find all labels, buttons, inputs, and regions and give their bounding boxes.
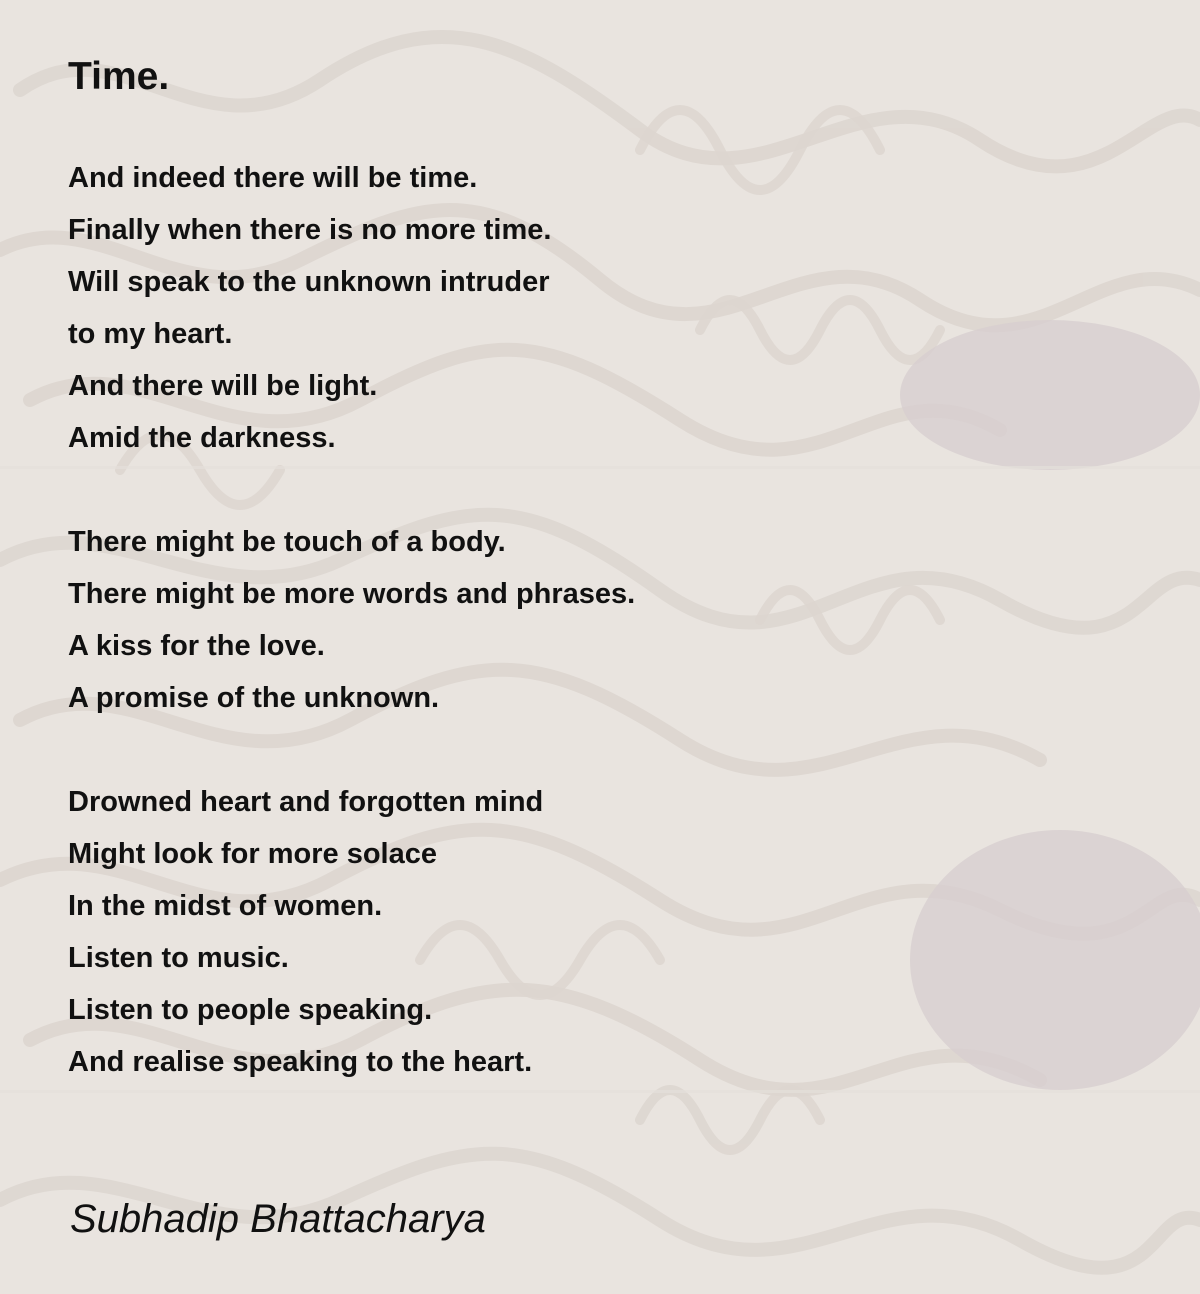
stanza-3: [68, 776, 543, 1088]
poem-line: And indeed there will be time.: [68, 162, 478, 194]
poem-line: to my heart.: [68, 318, 233, 350]
poem-line: Will speak to the unknown intruder: [68, 266, 550, 298]
poem-title: Time.: [68, 55, 170, 98]
poem-line: And realise speaking to the heart.: [68, 1046, 533, 1078]
poem-line: Drowned heart and forgotten mind: [68, 786, 544, 818]
poem-line: A kiss for the love.: [68, 630, 325, 662]
poem-author: Subhadip Bhattacharya: [70, 1197, 486, 1241]
poem-line: Amid the darkness.: [68, 422, 336, 454]
poem-line: There might be touch of a body.: [68, 526, 506, 558]
stanza-2: [68, 516, 635, 724]
poem-line: Finally when there is no more time.: [68, 214, 552, 246]
poem-line: A promise of the unknown.: [68, 682, 440, 714]
stanza-1: [68, 152, 551, 464]
poem-line: Listen to music.: [68, 942, 289, 974]
poem-line: Might look for more solace: [68, 838, 437, 870]
poem-line: In the midst of women.: [68, 890, 383, 922]
poem-line: There might be more words and phrases.: [68, 578, 636, 610]
poem-line: And there will be light.: [68, 370, 378, 402]
poem-line: Listen to people speaking.: [68, 994, 433, 1026]
